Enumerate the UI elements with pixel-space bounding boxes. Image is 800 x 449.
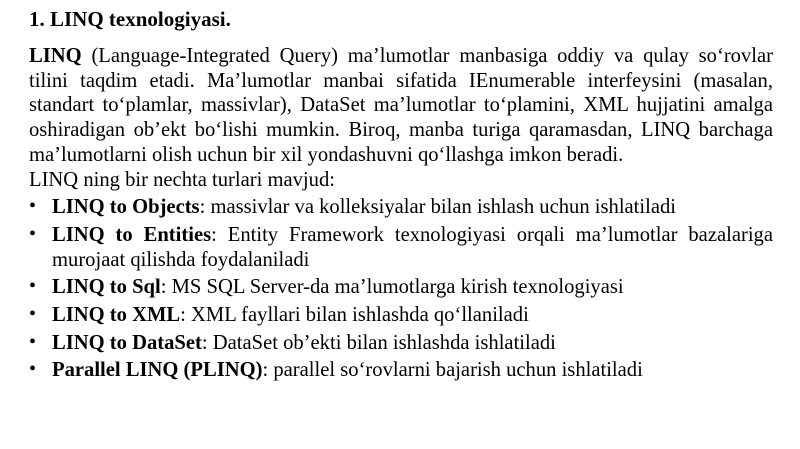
bullet-icon: • [29,275,37,298]
list-item-term: LINQ to DataSet [52,331,202,354]
list-item-text: : XML fayllari bilan ishlashda qo‘llaniladi [180,304,529,327]
list-item-term: LINQ to Sql [52,276,161,299]
linq-types-list [29,195,773,383]
bullet-icon: • [29,195,37,218]
intro-paragraph [29,44,773,168]
list-item-text: : Entity Framework texnologiyasi orqali ma’lumotlar bazalariga murojaat qilishda foydalaniladi [52,223,773,271]
bullet-icon: • [29,358,37,381]
list-item [29,303,773,328]
paragraph-term: LINQ [29,45,82,67]
list-item [29,223,773,272]
bullet-icon: • [29,330,37,353]
list-item-text: : DataSet ob’ekti bilan ishlashda ishlatiladi [201,331,556,354]
bullet-icon: • [29,303,37,326]
section-heading: 1. LINQ texnologiyasi. [29,7,231,31]
list-item-term: LINQ to Objects [52,196,200,219]
list-item-term: Parallel LINQ (PLINQ) [52,359,263,382]
types-intro: LINQ ning bir nechta turlari mavjud: [29,168,335,191]
list-item [29,358,773,383]
paragraph-text: (Language-Integrated Query) ma’lumotlar manbasiga oddiy va qulay so‘rovlar tilini taqdim etadi. Ma’lumotlar manbai sifatida IEnumerable interfeysini (masalan, standart to‘plamlar, massivlar), DataSet ma’lumotlar to‘plamini, XML hujjatini amalga oshiradigan ob’ekt bo‘lishi mumkin. Biroq, manba turiga qaramasdan, LINQ barchaga ma’lumotlarni olish uchun bir xil yondashuvni qo‘llashga imkon beradi. [29,45,773,166]
document [29,6,773,383]
list-item-text: : parallel so‘rovlarni bajarish uchun ishlatiladi [262,359,643,382]
list-item-text: : massivlar va kolleksiyalar bilan ishlash uchun ishlatiladi [199,196,676,219]
list-item [29,195,773,220]
list-item-term: LINQ to Entities [52,223,212,246]
list-item-term: LINQ to XML [52,304,181,327]
list-item [29,331,773,356]
bullet-icon: • [29,222,37,245]
list-item-text: : MS SQL Server-da ma’lumotlarga kirish texnologiyasi [160,276,624,299]
list-item [29,275,773,300]
